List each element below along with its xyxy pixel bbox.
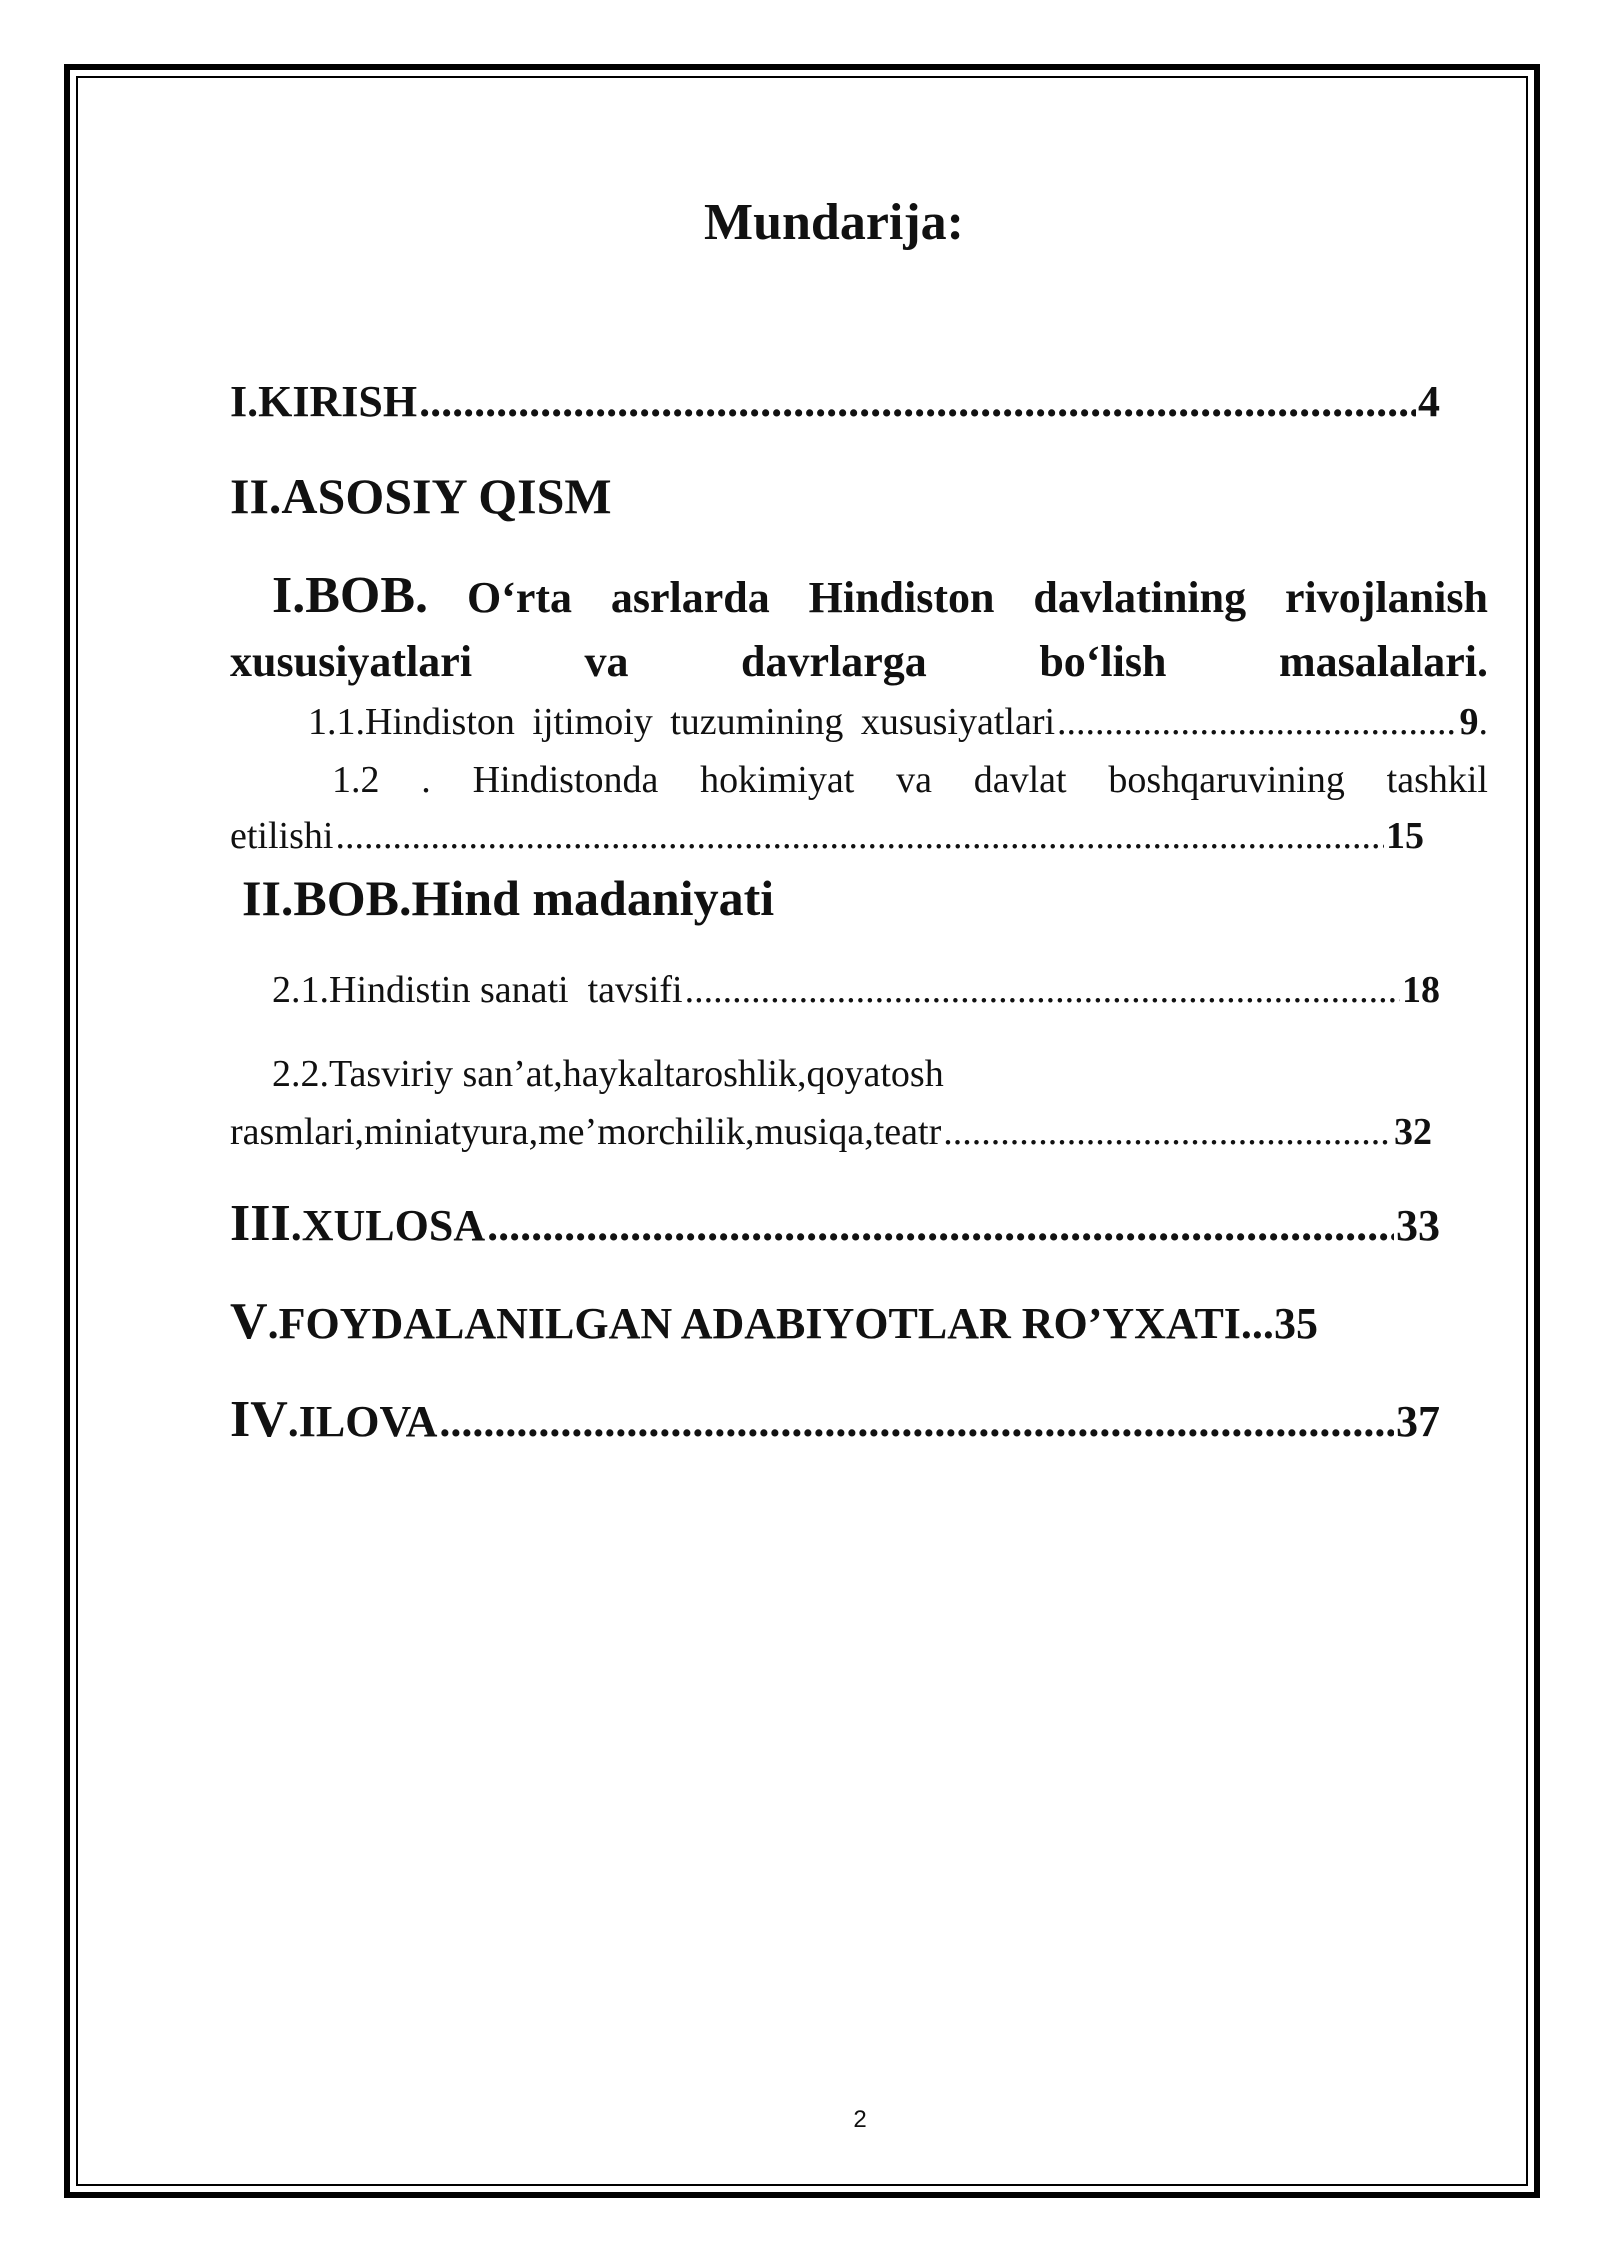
chapter-prefix: I.BOB. — [272, 567, 429, 624]
toc-title: Mundarija: — [704, 194, 964, 251]
chapter-word: bo‘lish — [1039, 637, 1167, 686]
toc-entry-label: rasmlari,miniatyura,me’morchilik,musiqa,teatr — [230, 1111, 942, 1153]
page-number: 2 — [853, 2106, 867, 2133]
leader-dots — [487, 1198, 1394, 1254]
toc-page-number: 32 — [1394, 1111, 1432, 1153]
toc-entry-kirish[interactable] — [230, 374, 1440, 430]
toc-entry-adabiyotlar[interactable] — [230, 1292, 1432, 1352]
leader-dots — [335, 812, 1384, 860]
leader-dots — [419, 374, 1416, 430]
leader-dots — [1057, 698, 1457, 746]
toc-page-suffix: . — [1478, 701, 1488, 743]
chapter-word: davrlarga — [741, 637, 927, 686]
toc-page-number: 4 — [1418, 377, 1440, 426]
chapter-word: rivojlanish — [1285, 573, 1488, 622]
toc-entry-label: .ILOVA — [287, 1397, 438, 1446]
chapter-word: asrlarda — [610, 573, 770, 622]
chapter-word: va — [584, 637, 629, 686]
toc-entry-xulosa[interactable] — [230, 1194, 1440, 1254]
toc-roman-numeral: V — [230, 1293, 268, 1350]
toc-chapter-1-line1[interactable] — [272, 566, 1488, 626]
leader-dots — [439, 1394, 1394, 1450]
toc-entry-1-2-line1[interactable] — [332, 756, 1488, 804]
chapter-word: xususiyatlari — [230, 637, 473, 686]
toc-entry-2-2-line2[interactable] — [230, 1108, 1432, 1156]
toc-entry-label: 1.1.Hindiston ijtimoiy tuzumining xususiyatlari — [308, 701, 1056, 743]
toc-page-number: 33 — [1396, 1201, 1440, 1250]
toc-entry-label: 2.1.Hindistin sanati tavsifi — [272, 969, 683, 1011]
leader-dots — [943, 1108, 1392, 1156]
entry-word: va — [896, 759, 932, 801]
toc-entry-label: .FOYDALANILGAN ADABIYOTLAR RO’YXATI... — [267, 1299, 1274, 1348]
chapter-word: O‘rta — [466, 573, 572, 622]
entry-word: 1.2 — [332, 759, 380, 801]
toc-roman-numeral: III — [230, 1195, 291, 1252]
toc-entry-2-1[interactable] — [272, 966, 1440, 1014]
toc-page-number: 35 — [1273, 1299, 1318, 1348]
leader-dots — [685, 966, 1400, 1014]
chapter-word: Hindiston — [808, 573, 995, 622]
toc-entry-label: I.KIRISH — [230, 377, 418, 426]
entry-word: hokimiyat — [700, 759, 855, 801]
entry-word: davlat — [973, 759, 1067, 801]
toc-chapter-1-line2[interactable] — [230, 634, 1488, 690]
toc-entry-1-2-line2[interactable] — [230, 812, 1424, 860]
entry-word: boshqaruvining — [1108, 759, 1345, 801]
entry-word: tashkil — [1386, 759, 1488, 801]
toc-page-number: 15 — [1386, 815, 1424, 857]
toc-page-number: 9 — [1459, 701, 1479, 743]
toc-section-asosiy[interactable]: II.ASOSIY QISM — [230, 468, 612, 524]
toc-entry-label: etilishi — [230, 815, 334, 857]
toc-page-number: 18 — [1402, 969, 1440, 1011]
toc-entry-2-2-line1[interactable]: 2.2.Tasviriy san’at,haykaltaroshlik,qoyatosh — [272, 1053, 944, 1095]
toc-page-number: 37 — [1396, 1397, 1440, 1446]
chapter-word: davlatining — [1033, 573, 1247, 622]
chapter-word: masalalari. — [1278, 637, 1488, 686]
toc-chapter-2[interactable]: II.BOB.Hind madaniyati — [242, 870, 775, 926]
toc-entry-ilova[interactable] — [230, 1390, 1440, 1450]
toc-entry-1-1[interactable] — [308, 698, 1488, 746]
toc-roman-numeral: IV — [230, 1391, 288, 1448]
entry-word: Hindistonda — [472, 759, 659, 801]
toc-entry-label: .XULOSA — [290, 1201, 486, 1250]
entry-word: . — [421, 759, 431, 801]
